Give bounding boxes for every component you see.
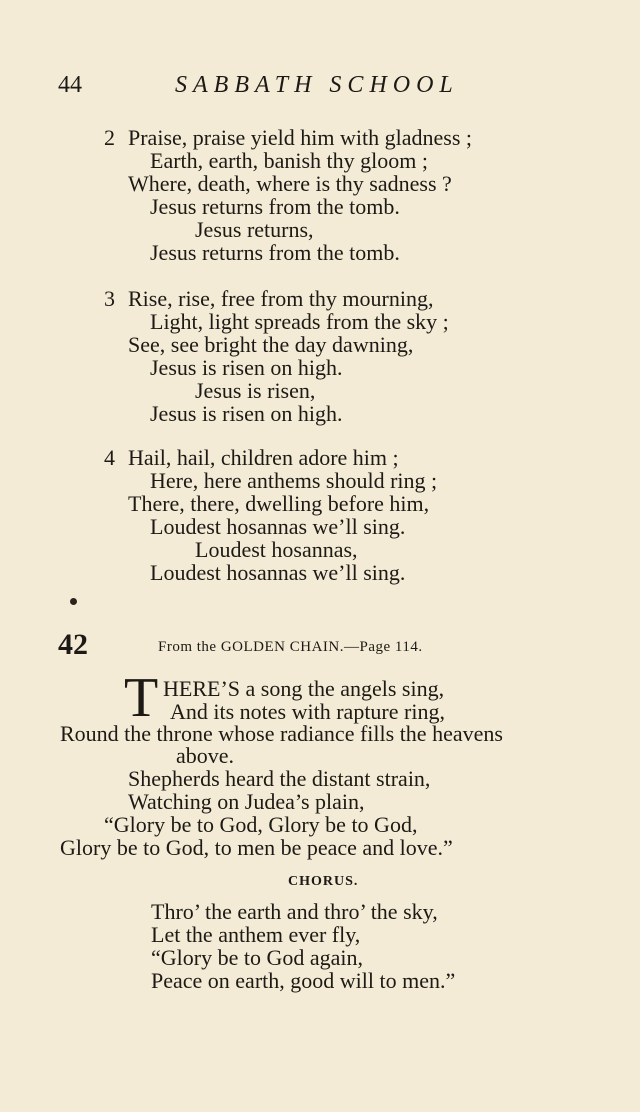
hymn-line: “Glory be to God, Glory be to God, [104, 812, 418, 837]
chorus-label: CHORUS. [288, 874, 359, 889]
hymn-line: Round the throne whose radiance fills the heavens [60, 721, 503, 746]
chorus-line: “Glory be to God again, [151, 945, 363, 970]
verse-line: Jesus returns from the tomb. [150, 194, 400, 219]
hymn-source: From the GOLDEN CHAIN.—Page 114. [158, 639, 423, 655]
hymn-line: Shepherds heard the distant strain, [128, 766, 431, 791]
verse-line: Jesus is risen on high. [150, 401, 343, 426]
verse-line: Jesus returns, [195, 217, 314, 242]
hymn-first-line: HERE’S a song the angels sing, [163, 676, 445, 701]
hymn-line: And its notes with rapture ring, [170, 699, 445, 724]
running-title: SABBATH SCHOOL [175, 72, 459, 98]
drop-cap: T [124, 667, 159, 729]
verse-number: 3 [104, 286, 115, 311]
verse-line: Jesus returns from the tomb. [150, 240, 400, 265]
verse-line: Jesus is risen on high. [150, 355, 343, 380]
hymn-number: 42 [58, 628, 88, 661]
chorus-line: Thro’ the earth and thro’ the sky, [151, 899, 438, 924]
verse-line: Light, light spreads from the sky ; [150, 309, 449, 334]
ink-speck [70, 598, 77, 605]
verse-line: Hail, hail, children adore him ; [128, 445, 399, 470]
verse-line: Loudest hosannas we’ll sing. [150, 560, 406, 585]
verse-line: Loudest hosannas, [195, 537, 358, 562]
verse-line: Earth, earth, banish thy gloom ; [150, 148, 428, 173]
verse-line: Jesus is risen, [195, 378, 316, 403]
verse-number: 2 [104, 125, 115, 150]
verse-number: 4 [104, 445, 115, 470]
verse-line: There, there, dwelling before him, [128, 491, 430, 516]
verse-line: See, see bright the day dawning, [128, 332, 414, 357]
page-number: 44 [58, 72, 82, 98]
hymn-line: Glory be to God, to men be peace and love.” [60, 835, 453, 860]
verse-line: Loudest hosannas we’ll sing. [150, 514, 406, 539]
hymn-line: Watching on Judea’s plain, [128, 789, 365, 814]
verse-line: Here, here anthems should ring ; [150, 468, 438, 493]
verse-line: Praise, praise yield him with gladness ; [128, 125, 472, 150]
verse-line: Rise, rise, free from thy mourning, [128, 286, 434, 311]
hymn-line: above. [176, 743, 235, 768]
chorus-line: Let the anthem ever fly, [151, 922, 361, 947]
verse-line: Where, death, where is thy sadness ? [128, 171, 452, 196]
chorus-line: Peace on earth, good will to men.” [151, 968, 456, 993]
